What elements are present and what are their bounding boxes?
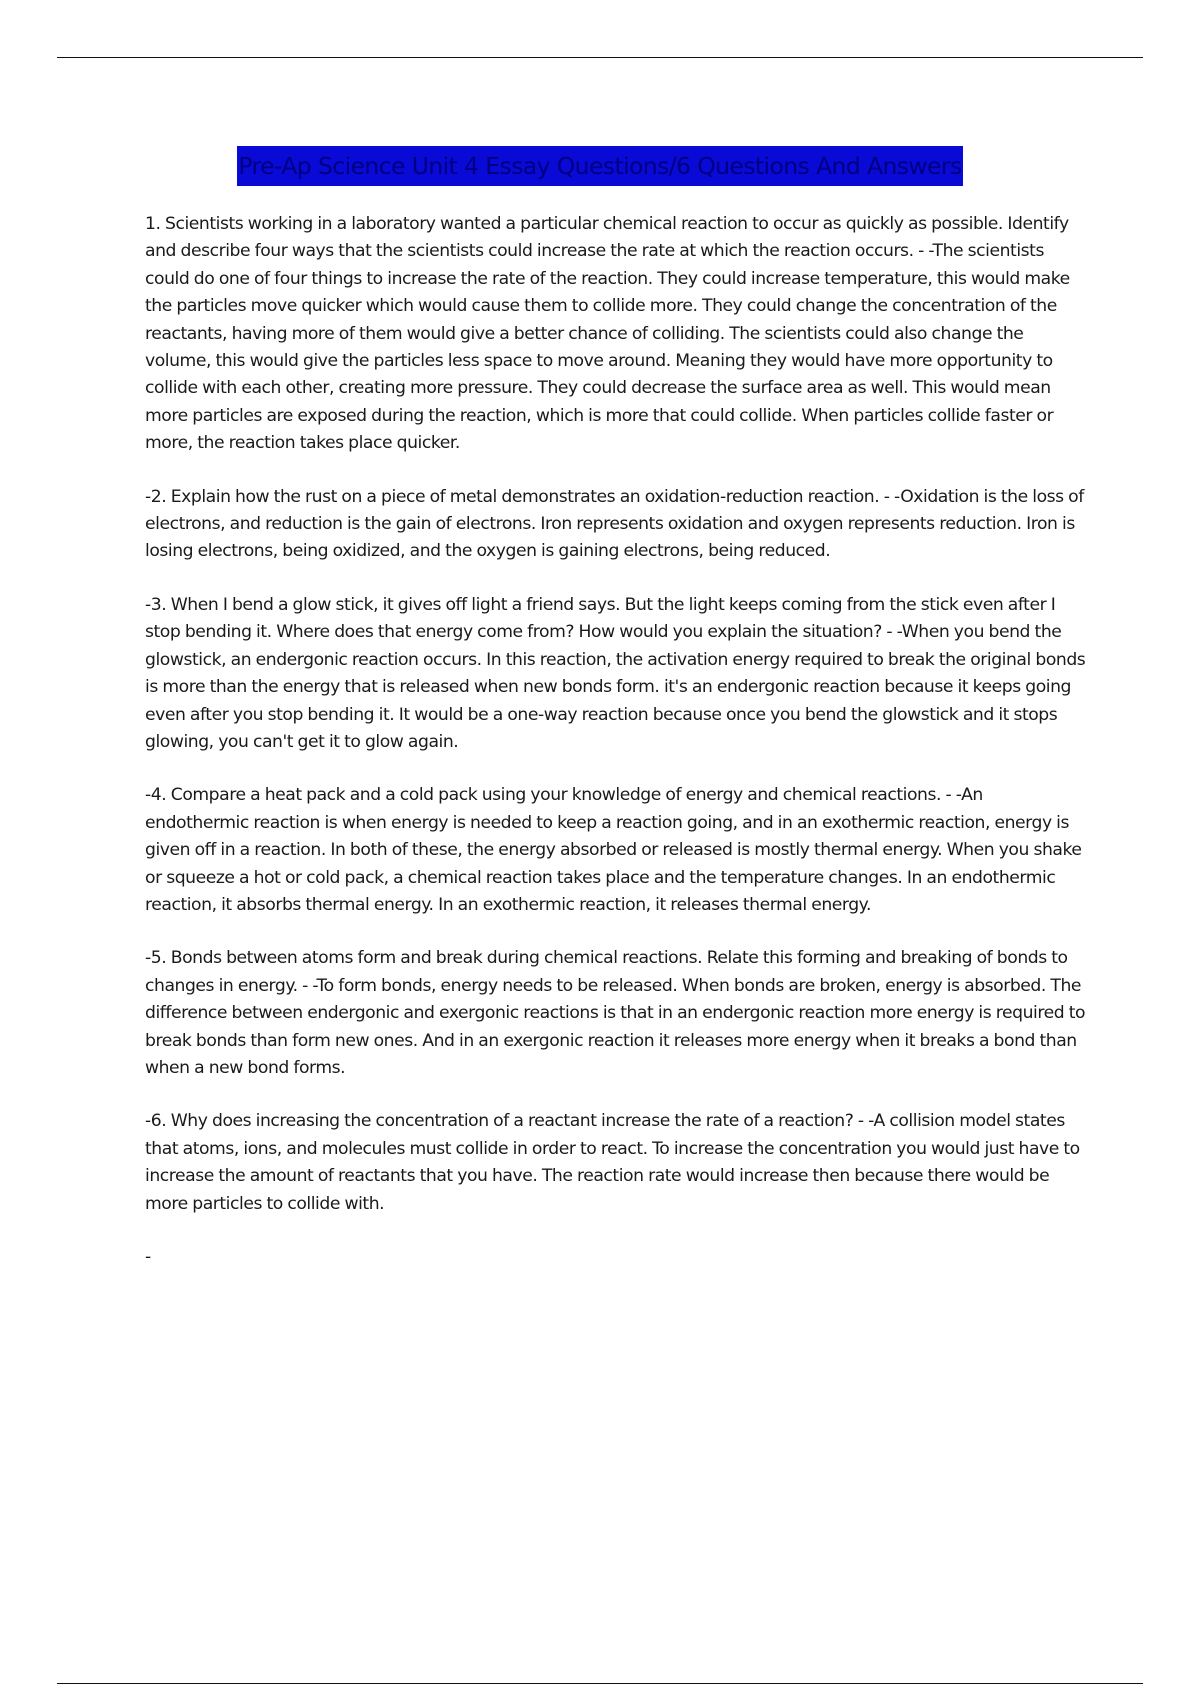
answer-paragraph-2: -2. Explain how the rust on a piece of metal demonstrates an oxidation-reduction reaction. - -Oxidation is the loss of electrons, and reduction is the gain of electrons. Iron represents oxidation and oxygen represents reduction. Iron is losing electrons, being oxidized, and the oxygen is gaining electrons, being reduced. <box>145 486 1084 562</box>
answer-paragraph-1: 1. Scientists working in a laboratory wanted a particular chemical reaction to occur as quickly as possible. Identify and describe four ways that the scientists could increase the rate at which the reaction occurs. - -The scientists could do one of four things to increase the rate of the reaction. They could increase temperature, this would make the particles move quicker which would cause them to collide more. They could change the concentration of the reactants, having more of them would give a better chance of colliding. The scientists could also change the volume, this would give the particles less space to move around. Meaning they would have more opportunity to collide with each other, creating more pressure. They could decrease the surface area as well. This would mean more particles are exposed during the reaction, which is more that could collide. When particles collide faster or more, the reaction takes place quicker. <box>145 214 1070 454</box>
header-rule <box>57 57 1143 58</box>
footer-rule <box>57 1683 1143 1684</box>
document-title: Pre-Ap Science Unit 4 Essay Questions/6 Questions And Answers <box>237 146 962 186</box>
answer-paragraph-5: -5. Bonds between atoms form and break during chemical reactions. Relate this forming and breaking of bonds to changes in energy. - -To form bonds, energy needs to be released. When bonds are broken, energy is absorbed. The difference between endergonic and exergonic reactions is that in an endergonic reaction more energy is required to break bonds than form new ones. And in an exergonic reaction it releases more energy when it breaks a bond than when a new bond forms. <box>145 948 1086 1078</box>
trailing-dash: - <box>145 1247 151 1267</box>
title-container <box>0 146 1200 186</box>
answer-paragraph-6: -6. Why does increasing the concentration of a reactant increase the rate of a reaction? - -A collision model states that atoms, ions, and molecules must collide in order to react. To increase the concentration you would just have to increase the amount of reactants that you have. The reaction rate would increase then because there would be more particles to collide with. <box>145 1111 1080 1214</box>
answer-paragraph-3: -3. When I bend a glow stick, it gives off light a friend says. But the light keeps coming from the stick even after I stop bending it. Where does that energy come from? How would you explain the situation? - -When you bend the glowstick, an endergonic reaction occurs. In this reaction, the activation energy required to break the original bonds is more than the energy that is released when new bonds form. it's an endergonic reaction because it keeps going even after you stop bending it. It would be a one-way reaction because once you bend the glowstick and it stops glowing, you can't get it to glow again. <box>145 594 1086 752</box>
document-body <box>145 211 1090 1297</box>
answer-paragraph-4: -4. Compare a heat pack and a cold pack using your knowledge of energy and chemical reactions. - -An endothermic reaction is when energy is needed to keep a reaction going, and in an exothermic reaction, energy is given off in a reaction. In both of these, the energy absorbed or released is mostly thermal energy. When you shake or squeeze a hot or cold pack, a chemical reaction takes place and the temperature changes. In an endothermic reaction, it absorbs thermal energy. In an exothermic reaction, it releases thermal energy. <box>145 785 1082 915</box>
